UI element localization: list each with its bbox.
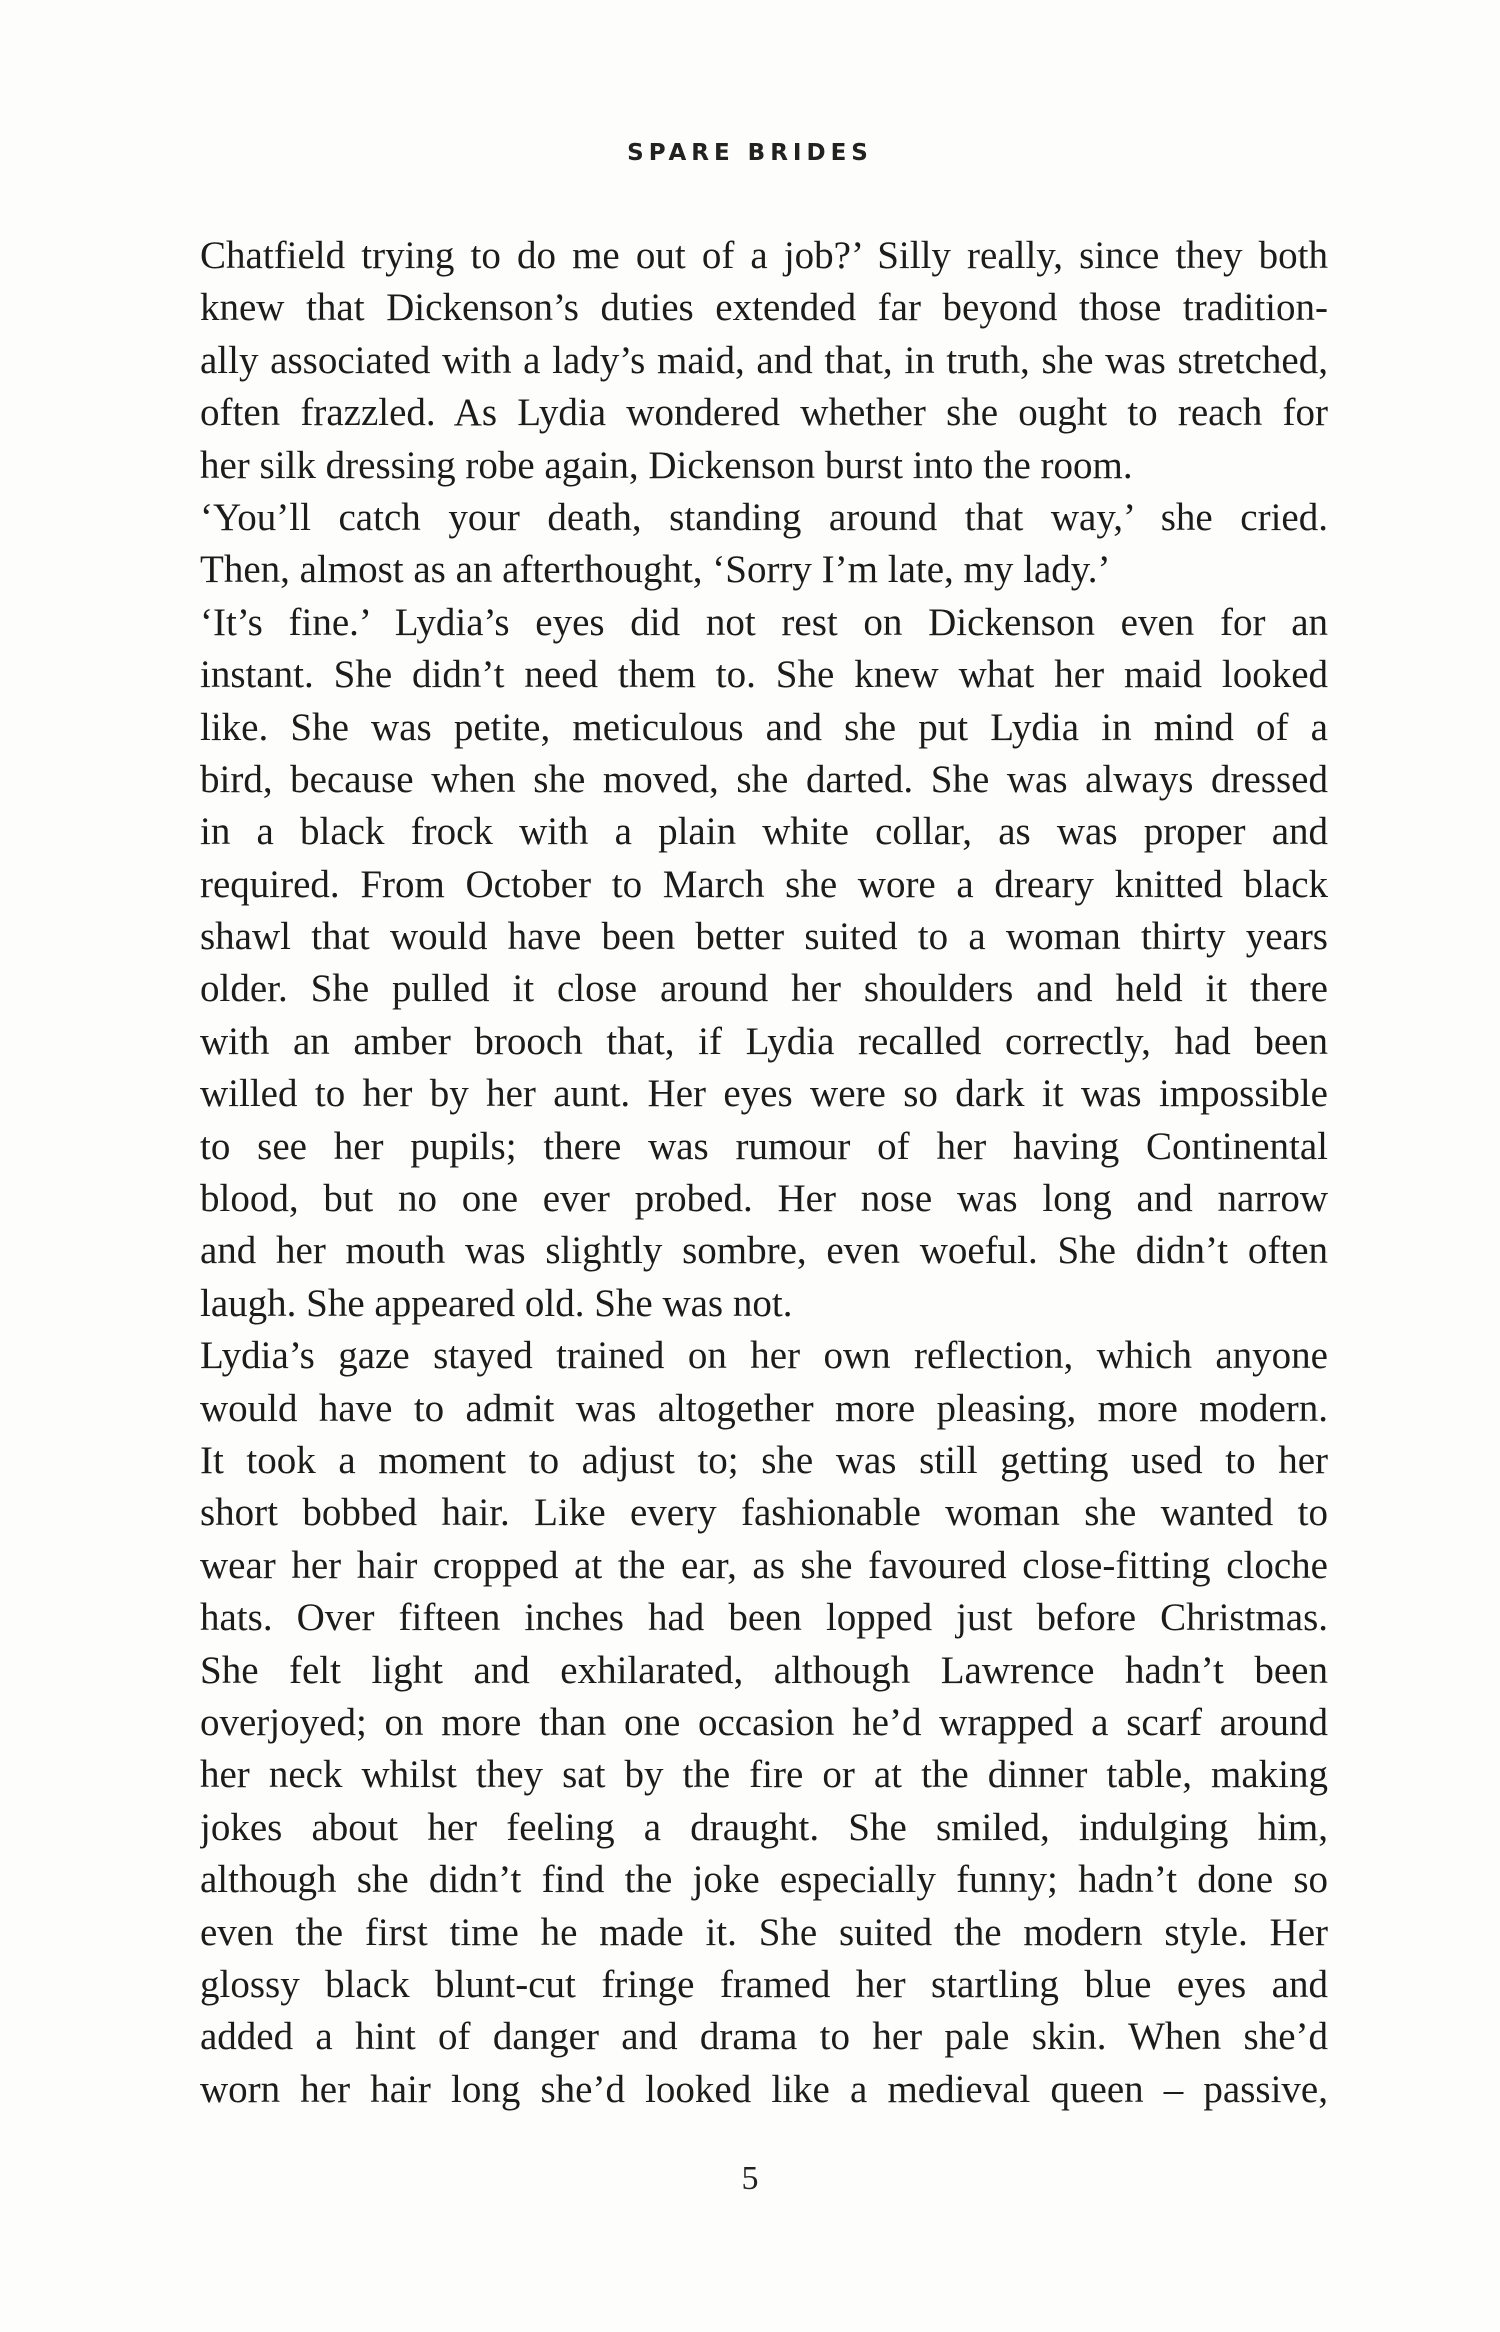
text-line: glossy black blunt-cut fringe framed her startling blue eyes and — [200, 1962, 1328, 2006]
text-line: would have to admit was altogether more pleasing, more modern. — [200, 1386, 1328, 1430]
text-line: even the first time he made it. She suited the modern style. Her — [200, 1910, 1328, 1954]
paragraph — [200, 492, 1328, 597]
text-line: ‘You’ll catch your death, standing around that way,’ she cried. — [200, 495, 1328, 539]
text-line: laugh. She appeared old. She was not. — [200, 1281, 793, 1325]
text-line: her neck whilst they sat by the fire or at the dinner table, making — [200, 1753, 1328, 1797]
text-line: hats. Over fifteen inches had been lopped just before Christmas. — [200, 1596, 1328, 1640]
text-line: with an amber brooch that, if Lydia recalled correctly, had been — [200, 1019, 1328, 1063]
text-line: Lydia’s gaze stayed trained on her own reflection, which anyone — [200, 1334, 1328, 1378]
text-line: ‘It’s fine.’ Lydia’s eyes did not rest on Dickenson even for an — [200, 600, 1328, 644]
text-line: worn her hair long she’d looked like a medieval queen – passive, — [200, 2067, 1328, 2111]
text-line: her silk dressing robe again, Dickenson burst into the room. — [200, 443, 1133, 487]
page-number-value: 5 — [741, 2160, 759, 2197]
text-line: often frazzled. As Lydia wondered whether she ought to reach for — [200, 391, 1328, 435]
text-line: Then, almost as an afterthought, ‘Sorry I’m late, my lady.’ — [200, 548, 1111, 592]
text-line: instant. She didn’t need them to. She knew what her maid looked — [200, 653, 1328, 697]
text-line: shawl that would have been better suited to a woman thirty years — [200, 915, 1328, 959]
paragraph — [200, 230, 1328, 492]
paragraph — [200, 597, 1328, 1330]
text-line: ally associated with a lady’s maid, and that, in truth, she was stretched, — [200, 338, 1328, 382]
text-line: Chatfield trying to do me out of a job?’ Silly really, since they both — [200, 234, 1328, 277]
body-text — [200, 230, 1328, 2116]
text-line: bird, because when she moved, she darted. She was always dressed — [200, 757, 1328, 801]
text-line: required. From October to March she wore a dreary knitted black — [200, 862, 1328, 906]
text-line: and her mouth was slightly sombre, even woeful. She didn’t often — [200, 1229, 1328, 1273]
text-line: jokes about her feeling a draught. She smiled, indulging him, — [200, 1805, 1328, 1849]
text-line: added a hint of danger and drama to her pale skin. When she’d — [200, 2015, 1328, 2059]
text-line: willed to her by her aunt. Her eyes were so dark it was impossible — [200, 1072, 1328, 1116]
text-line: blood, but no one ever probed. Her nose was long and narrow — [200, 1177, 1328, 1221]
text-line: in a black frock with a plain white collar, as was proper and — [200, 810, 1328, 854]
text-line: older. She pulled it close around her shoulders and held it there — [200, 967, 1328, 1011]
paragraph — [200, 1330, 1328, 2116]
running-head: SPARE BRIDES — [627, 140, 873, 166]
page-number — [0, 2160, 1500, 2198]
text-line: although she didn’t find the joke especially funny; hadn’t done so — [200, 1858, 1328, 1902]
text-line: to see her pupils; there was rumour of her having Continental — [200, 1124, 1328, 1168]
text-line: It took a moment to adjust to; she was still getting used to her — [200, 1438, 1328, 1482]
text-line: wear her hair cropped at the ear, as she favoured close-fitting cloche — [200, 1543, 1328, 1587]
text-line: She felt light and exhilarated, although Lawrence hadn’t been — [200, 1648, 1328, 1692]
text-line: like. She was petite, meticulous and she put Lydia in mind of a — [200, 705, 1328, 749]
text-line: overjoyed; on more than one occasion he’d wrapped a scarf around — [200, 1700, 1328, 1744]
text-line: knew that Dickenson’s duties extended far beyond those tradition- — [200, 286, 1328, 330]
text-line: short bobbed hair. Like every fashionable woman she wanted to — [200, 1491, 1328, 1535]
